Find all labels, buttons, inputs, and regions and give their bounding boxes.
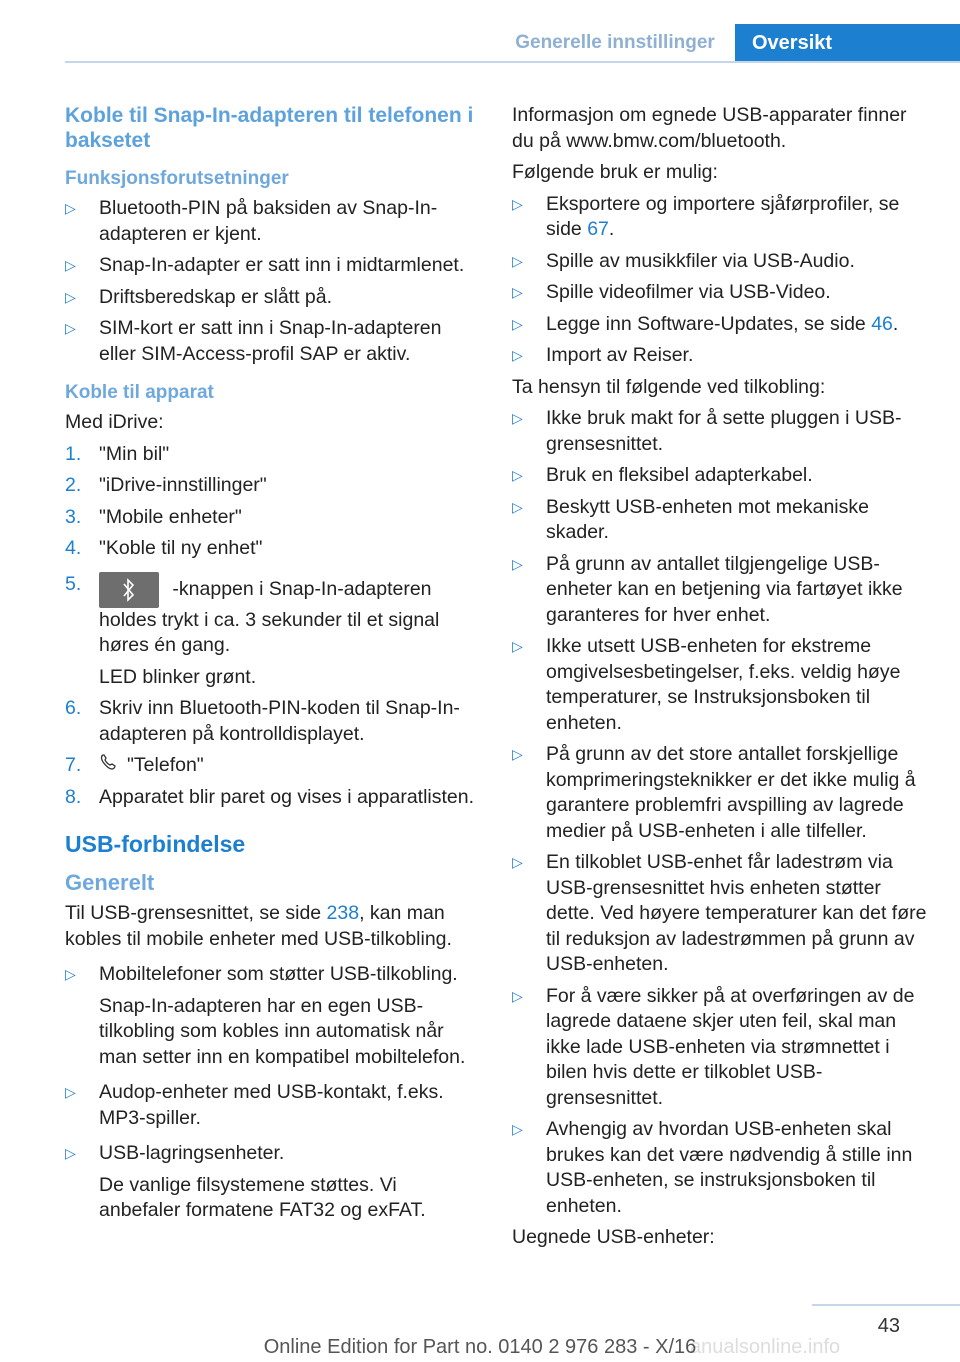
with-idrive-text: Med iDrive: [65, 411, 164, 433]
notes-list [512, 406, 930, 1219]
left-column [65, 103, 481, 1230]
general-text: Til USB-grensesnittet, se side 238, kan man kobles til mobile enheter med USB-tilkobling. [65, 902, 452, 950]
step-item: 5. -knappen i Snap-In-adapteren holdes trykt i ca. 3 sekunder til et signal høres én gang. LED blinker grønt. [65, 572, 440, 688]
page-link-46[interactable]: 46 [871, 312, 893, 335]
list-item: ▷ Bruk en fleksibel adapterkabel. [512, 463, 930, 489]
triangle-bullet-icon: ▷ [512, 284, 523, 300]
list-item: ▷ Spille videofilmer via USB-Video. [512, 280, 930, 306]
list-item: ▷ Eksportere og importere sjåførprofiler, se side 67. [512, 192, 900, 240]
triangle-bullet-icon: ▷ [512, 195, 523, 212]
triangle-bullet-icon: ▷ [65, 257, 76, 273]
usage-intro: Følgende bruk er mulig: [512, 161, 718, 183]
notes-intro: Ta hensyn til følgende ved tilkobling: [512, 375, 826, 398]
header-tab-overview: Oversikt [735, 24, 960, 62]
page-link-238[interactable]: 238 [326, 902, 360, 925]
list-item: ▷ Legge inn Software-Updates, se side 46. [512, 312, 930, 338]
step-item: 2. "iDrive-innstillinger" [65, 474, 267, 496]
prerequisites-list [65, 196, 481, 367]
list-item: ▷ Bluetooth-PIN på baksiden av Snap-In-adapteren er kjent. [65, 197, 438, 245]
step-item: 1. "Min bil" [65, 442, 170, 465]
heading-snap-in: Koble til Snap-In-adapteren til telefonen i baksetet [65, 104, 474, 152]
bluetooth-button-icon [99, 572, 159, 608]
list-item: ▷ Ikke bruk makt for å sette pluggen i USB-grensesnittet. [512, 407, 902, 455]
list-item: ▷ Import av Reiser. [512, 343, 930, 369]
header-divider [65, 61, 960, 63]
triangle-bullet-icon: ▷ [512, 315, 523, 332]
list-item: ▷ En tilkoblet USB-enhet får ladestrøm via USB-grensesnittet hvis enheten støtter dette. Ved høyere temperaturer kan det føre til reduksjon av ladestrømmen på grunn av USB-enheten. [512, 851, 927, 975]
unsuitable-heading: Uegnede USB-enheter: [512, 1226, 715, 1248]
triangle-bullet-icon: ▷ [512, 1121, 523, 1137]
steps-list [65, 442, 481, 811]
triangle-bullet-icon: ▷ [512, 252, 523, 269]
triangle-bullet-icon: ▷ [65, 1084, 76, 1101]
heading-connect-device: Koble til apparat [65, 382, 214, 403]
footer-divider [812, 1304, 960, 1306]
list-item: ▷ SIM-kort er satt inn i Snap-In-adapteren eller SIM-Access-profil SAP er aktiv. [65, 317, 442, 365]
list-item: ▷ USB-lagringsenheter. De vanlige filsystemene støttes. Vi anbefaler formatene FAT32 og exFAT. [65, 1142, 426, 1222]
usage-list [512, 192, 930, 369]
list-item: ▷ Spille av musikkfiler via USB-Audio. [512, 249, 930, 275]
triangle-bullet-icon: ▷ [512, 987, 523, 1004]
list-item: ▷ Audop-enheter med USB-kontakt, f.eks. MP3-spiller. [65, 1081, 444, 1129]
heading-general: Generelt [65, 870, 155, 896]
usb-devices-list [65, 962, 481, 1224]
intro-text: Informasjon om egnede USB-apparater finner du på www.bmw.com/bluetooth. [512, 104, 907, 152]
triangle-bullet-icon: ▷ [512, 467, 523, 483]
heading-prerequisites: Funksjonsforutsetninger [65, 168, 289, 189]
list-item: ▷ For å være sikker på at overføringen av de lagrede dataene skjer uten feil, skal man ikke lade USB-enheten via strømnettet i bilen hvis dette er tilkoblet USB-grensesnittet. [512, 984, 915, 1109]
step-item: 8. Apparatet blir paret og vises i apparatlisten. [65, 785, 475, 808]
list-item: ▷ På grunn av det store antallet forskjellige komprimeringsteknikker er det ikke mulig å garantere problemfri avspilling av lagrede medier på USB-enheten i alle tilfeller. [512, 743, 916, 842]
list-item: ▷ Beskytt USB-enheten mot mekaniske skader. [512, 495, 869, 543]
triangle-bullet-icon: ▷ [65, 320, 76, 336]
list-item: ▷ Avhengig av hvordan USB-enheten skal brukes kan det være nødvendig å stille inn USB-enheten, se instruksjonsboken til enheten. [512, 1118, 913, 1217]
triangle-bullet-icon: ▷ [512, 746, 523, 762]
triangle-bullet-icon: ▷ [65, 288, 76, 305]
header-section-title: Generelle innstillinger [515, 32, 715, 53]
footer-edition: Online Edition for Part no. 0140 2 976 283 - X/16 [263, 1336, 697, 1358]
page-link-67[interactable]: 67 [587, 218, 609, 240]
triangle-bullet-icon: ▷ [512, 347, 523, 363]
step-item: 3. "Mobile enheter" [65, 505, 242, 528]
list-item: ▷ Snap-In-adapter er satt inn i midtarmlenet. [65, 253, 481, 279]
triangle-bullet-icon: ▷ [65, 200, 76, 216]
list-item: ▷ Ikke utsett USB-enheten for ekstreme omgivelsesbetingelser, f.eks. veldig høye temperaturer, se Instruksjonsboken til enheten. [512, 635, 901, 734]
page-number: 43 [877, 1315, 900, 1337]
triangle-bullet-icon: ▷ [512, 854, 523, 870]
right-column [512, 103, 930, 1257]
list-item: ▷ Driftsberedskap er slått på. [65, 285, 481, 311]
watermark: anualsonline.info [690, 1336, 841, 1358]
triangle-bullet-icon: ▷ [512, 555, 523, 572]
step-item: 7. "Telefon" [65, 753, 481, 779]
step-item: 4. "Koble til ny enhet" [65, 537, 263, 559]
list-item: ▷ På grunn av antallet tilgjengelige USB-enheter kan en betjening via fartøyet ikke garanteres for hver enhet. [512, 552, 903, 626]
triangle-bullet-icon: ▷ [512, 498, 523, 515]
triangle-bullet-icon: ▷ [65, 1145, 76, 1162]
triangle-bullet-icon: ▷ [512, 410, 523, 426]
heading-usb-connection: USB-forbindelse [65, 831, 246, 858]
triangle-bullet-icon: ▷ [65, 966, 76, 983]
step-item: 6. Skriv inn Bluetooth-PIN-koden til Snap-In-adapteren på kontrolldisplayet. [65, 697, 460, 745]
phone-icon [99, 753, 117, 779]
triangle-bullet-icon: ▷ [512, 638, 523, 654]
list-item: ▷ Mobiltelefoner som støtter USB-tilkobling. Snap-In-adapteren har en egen USB-tilkobling som kobles inn automatisk når man setter inn en kompatibel mobiltelefon. [65, 963, 466, 1068]
